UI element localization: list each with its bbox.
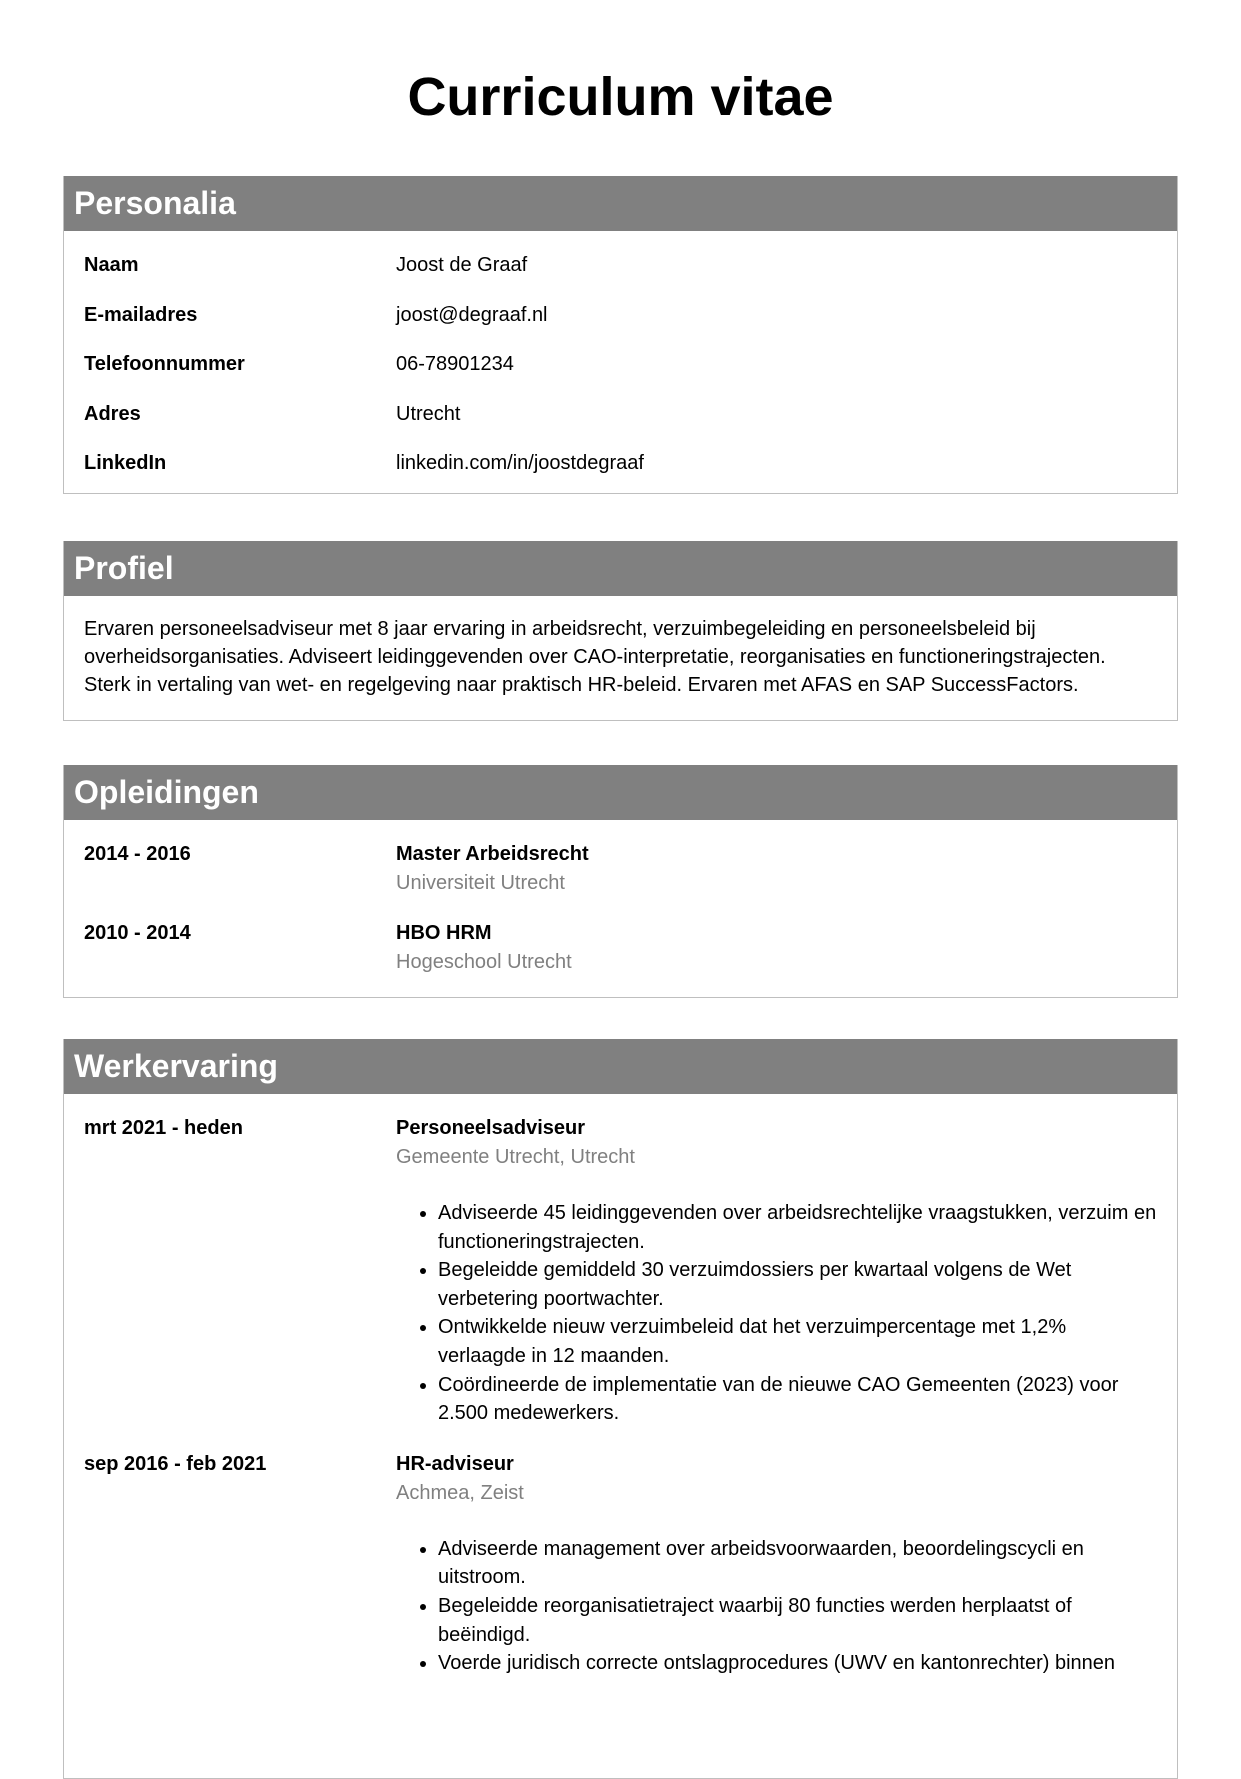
opleidingen-heading: Opleidingen — [64, 765, 1177, 820]
personalia-row-linkedin — [84, 449, 1157, 493]
education-institution: Hogeschool Utrecht — [396, 951, 572, 973]
field-value: 06-78901234 — [396, 353, 514, 375]
werkervaring-section — [63, 1039, 1178, 1779]
education-period: 2014 - 2016 — [84, 843, 191, 865]
profiel-section — [63, 541, 1178, 721]
list-item: • Coördineerde de implementatie van de nieuwe CAO Gemeenten (2023) voor 2.500 medewerkers. — [438, 1371, 1157, 1428]
werkervaring-heading: Werkervaring — [64, 1039, 1177, 1094]
education-item — [84, 919, 1157, 997]
work-employer: Gemeente Utrecht, Utrecht — [396, 1146, 635, 1168]
field-label: Telefoonnummer — [84, 353, 245, 375]
field-value: Joost de Graaf — [396, 254, 528, 276]
list-item: • Ontwikkelde nieuw verzuimbeleid dat het verzuimpercentage met 1,2% verlaagde in 12 maanden. — [438, 1313, 1157, 1370]
education-institution: Universiteit Utrecht — [396, 872, 565, 894]
list-item: • Adviseerde management over arbeidsvoorwaarden, beoordelingscycli en uitstroom. — [438, 1535, 1157, 1592]
education-title: Master Arbeidsrecht — [396, 843, 589, 865]
education-item — [84, 840, 1157, 919]
list-item: • Begeleidde reorganisatietraject waarbij 80 functies werden herplaatst of beëindigd. — [438, 1592, 1157, 1649]
personalia-row-address — [84, 400, 1157, 450]
profiel-heading: Profiel — [64, 541, 1177, 596]
work-title: Personeelsadviseur — [396, 1117, 585, 1139]
personalia-heading: Personalia — [64, 176, 1177, 231]
opleidingen-section — [63, 765, 1178, 998]
work-item — [84, 1114, 1157, 1428]
list-item: • Adviseerde 45 leidinggevenden over arbeidsrechtelijke vraagstukken, verzuim en functioneringstrajecten. — [438, 1199, 1157, 1256]
list-item: • Voerde juridisch correcte ontslagprocedures (UWV en kantonrechter) binnen — [438, 1649, 1157, 1678]
work-period: mrt 2021 - heden — [84, 1117, 243, 1139]
work-item — [84, 1450, 1157, 1678]
field-value: Utrecht — [396, 402, 461, 425]
page-title: Curriculum vitae — [407, 67, 834, 127]
personalia-row-phone — [84, 350, 1157, 400]
personalia-section — [63, 176, 1178, 494]
field-value: joost@degraaf.nl — [396, 303, 548, 326]
field-label: Adres — [84, 402, 141, 425]
field-value: linkedin.com/in/joostdegraaf — [396, 452, 644, 474]
education-title: HBO HRM — [396, 922, 492, 944]
personalia-row-email — [84, 301, 1157, 351]
work-bullets — [396, 1535, 1157, 1678]
education-period: 2010 - 2014 — [84, 922, 191, 944]
work-period: sep 2016 - feb 2021 — [84, 1452, 267, 1475]
field-label: E-mailadres — [84, 303, 198, 326]
list-item: • Begeleidde gemiddeld 30 verzuimdossiers per kwartaal volgens de Wet verbetering poortwachter. — [438, 1256, 1157, 1313]
field-label: Naam — [84, 254, 139, 276]
work-title: HR-adviseur — [396, 1452, 514, 1475]
work-bullets — [396, 1199, 1157, 1428]
profile-text: Ervaren personeelsadviseur met 8 jaar ervaring in arbeidsrecht, verzuimbegeleiding en personeelsbeleid bij overheidsorganisaties. Adviseert leidinggevenden over CAO-interpretatie, reorganisaties en functioneringstrajecten. Sterk in vertaling van wet- en regelgeving naar praktisch HR-beleid. Ervaren met AFAS en SAP SuccessFactors. — [84, 618, 1106, 696]
personalia-row-name — [84, 251, 1157, 301]
work-employer: Achmea, Zeist — [396, 1481, 524, 1504]
field-label: LinkedIn — [84, 452, 167, 474]
